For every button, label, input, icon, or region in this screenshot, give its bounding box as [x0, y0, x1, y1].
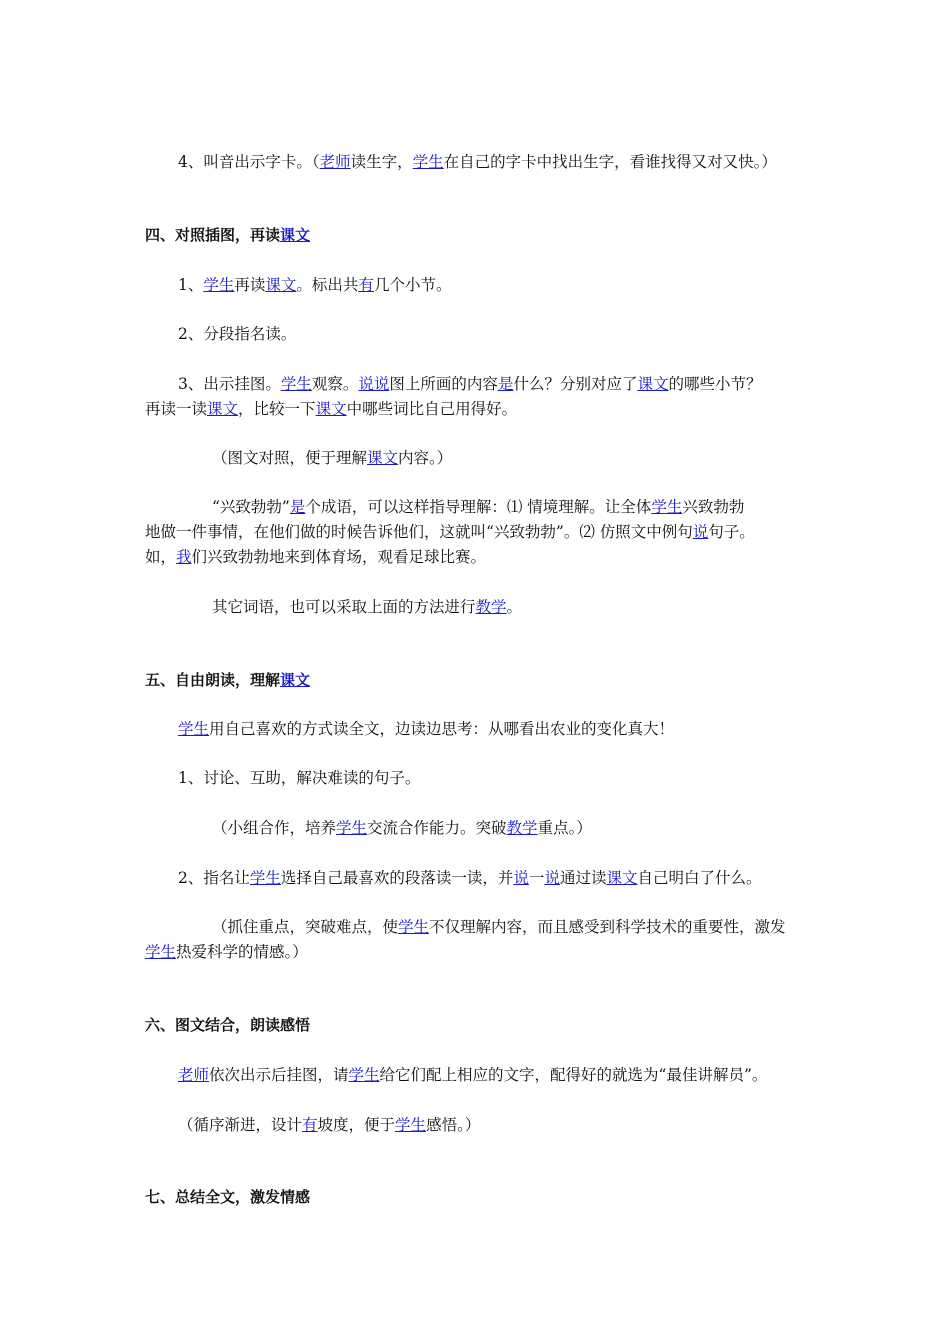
paragraph-5-1 [178, 766, 420, 791]
heading-text: 七、总结全文，激发情感 [145, 1188, 311, 1206]
heading-text: 五、自由朗读，理解 [145, 671, 281, 689]
link-student[interactable]: 学生 [203, 276, 235, 294]
text: “兴致勃勃” [212, 498, 290, 516]
link-text[interactable]: 课文 [280, 671, 311, 689]
text: 中哪些词比自己用得好。 [346, 400, 518, 418]
link-text[interactable]: 课文 [280, 226, 311, 244]
text: 兴致勃勃 [682, 498, 745, 516]
text: 1、讨论、互助，解决难读的句子。 [178, 769, 421, 787]
link-teacher[interactable]: 老师 [178, 1066, 210, 1084]
text: 。标出共 [296, 276, 359, 294]
paragraph-note-4 [178, 1113, 480, 1138]
paragraph-4-3 [178, 372, 762, 397]
paragraph-step4 [178, 150, 777, 175]
text: 感悟。） [426, 1116, 481, 1134]
text: 地做一件事情，在他们做的时候告诉他们，这就叫“兴致勃勃”。⑵ 仿照文中例句 [145, 523, 693, 541]
text: 图上所画的内容 [389, 375, 498, 393]
text: 通过读 [559, 869, 607, 887]
text: 4、叫音出示字卡。（ [178, 153, 320, 171]
text: 观察。 [311, 375, 359, 393]
link-text[interactable]: 课文 [265, 276, 297, 294]
link-student[interactable]: 学生 [398, 918, 430, 936]
link-student[interactable]: 学生 [348, 1066, 380, 1084]
link-teacher[interactable]: 老师 [319, 153, 351, 171]
text: 其它词语，也可以采取上面的方法进行 [212, 598, 476, 616]
paragraph-note-1 [212, 446, 452, 471]
link-text[interactable]: 课文 [606, 869, 638, 887]
link-say[interactable]: 说 [692, 523, 709, 541]
text: （图文对照，便于理解 [212, 449, 368, 467]
link-say[interactable]: 说说 [358, 375, 390, 393]
text: 。 [506, 598, 523, 616]
link-have[interactable]: 有 [302, 1116, 318, 1134]
paragraph-note-3-cont [145, 940, 308, 965]
link-student[interactable]: 学生 [336, 819, 368, 837]
link-say[interactable]: 说 [513, 869, 529, 887]
section-heading-4 [145, 223, 310, 248]
paragraph-idiom-cont [145, 520, 755, 545]
link-have[interactable]: 有 [358, 276, 374, 294]
link-is[interactable]: 是 [289, 498, 306, 516]
text: 不仅理解内容，而且感受到科学技术的重要性，激发 [429, 918, 786, 936]
paragraph-note-3 [212, 915, 786, 940]
text: 重点。） [537, 819, 592, 837]
text: 用自己喜欢的方式读全文，边读边思考：从哪看出农业的变化真大！ [209, 720, 675, 738]
link-student[interactable]: 学生 [651, 498, 683, 516]
heading-text: 六、图文结合，朗读感悟 [145, 1016, 311, 1034]
text: （小组合作，培养 [212, 819, 337, 837]
text: 热爱科学的情感。） [176, 943, 308, 961]
link-text[interactable]: 课文 [207, 400, 239, 418]
link-student[interactable]: 学生 [280, 375, 312, 393]
text: 读生字， [350, 153, 413, 171]
text: 再读一读 [145, 400, 208, 418]
paragraph-note-2 [212, 816, 592, 841]
link-is[interactable]: 是 [497, 375, 514, 393]
link-student[interactable]: 学生 [412, 153, 444, 171]
text: 在自己的字卡中找出生字，看谁找得又对又快。） [443, 153, 777, 171]
link-student[interactable]: 学生 [395, 1116, 427, 1134]
text: 自己明白了什么。 [637, 869, 762, 887]
text: （抓住重点，突破难点，使 [212, 918, 399, 936]
link-student[interactable]: 学生 [178, 720, 210, 738]
text: 内容。） [398, 449, 453, 467]
text: 句子。 [708, 523, 755, 541]
section-heading-7 [145, 1185, 310, 1210]
link-text[interactable]: 课文 [367, 449, 399, 467]
text: 给它们配上相应的文字，配得好的就选为“最佳讲解员”。 [379, 1066, 768, 1084]
text: 依次出示后挂图，请 [209, 1066, 349, 1084]
text: 一 [528, 869, 545, 887]
paragraph-5-2 [178, 866, 762, 891]
section-heading-6 [145, 1013, 310, 1038]
link-say[interactable]: 说 [544, 869, 560, 887]
section-heading-5 [145, 668, 310, 693]
link-teaching[interactable]: 教学 [475, 598, 507, 616]
heading-text: 四、对照插图，再读 [145, 226, 281, 244]
text: 2、分段指名读。 [178, 325, 297, 343]
link-student[interactable]: 学生 [145, 943, 177, 961]
link-we[interactable]: 我 [176, 548, 192, 566]
text: 们兴致勃勃地来到体育场，观看足球比赛。 [191, 548, 487, 566]
text: 个成语，可以这样指导理解：⑴ 情境理解。让全体 [305, 498, 652, 516]
text: 几个小节。 [373, 276, 452, 294]
paragraph-5-intro [178, 717, 674, 742]
paragraph-other-words [212, 595, 522, 620]
text: 如， [145, 548, 177, 566]
text: 的哪些小节？ [668, 375, 762, 393]
paragraph-6 [178, 1063, 767, 1088]
paragraph-4-1 [178, 273, 451, 298]
text: 再读 [234, 276, 266, 294]
text: 3、出示挂图。 [178, 375, 281, 393]
text: 坡度，便于 [317, 1116, 396, 1134]
text: 1、 [178, 276, 204, 294]
text: 2、指名让 [178, 869, 250, 887]
text: 交流合作能力。突破 [367, 819, 507, 837]
paragraph-idiom-cont2 [145, 545, 486, 570]
paragraph-idiom [212, 495, 744, 520]
text: 什么？分别对应了 [513, 375, 638, 393]
text: （循序渐进，设计 [178, 1116, 303, 1134]
link-text[interactable]: 课文 [315, 400, 347, 418]
link-text[interactable]: 课文 [637, 375, 669, 393]
paragraph-4-3-cont [145, 397, 517, 422]
text: ，比较一下 [238, 400, 316, 418]
link-student[interactable]: 学生 [249, 869, 281, 887]
text: 选择自己最喜欢的段落读一读，并 [280, 869, 514, 887]
link-teaching[interactable]: 教学 [506, 819, 538, 837]
paragraph-4-2 [178, 322, 296, 347]
